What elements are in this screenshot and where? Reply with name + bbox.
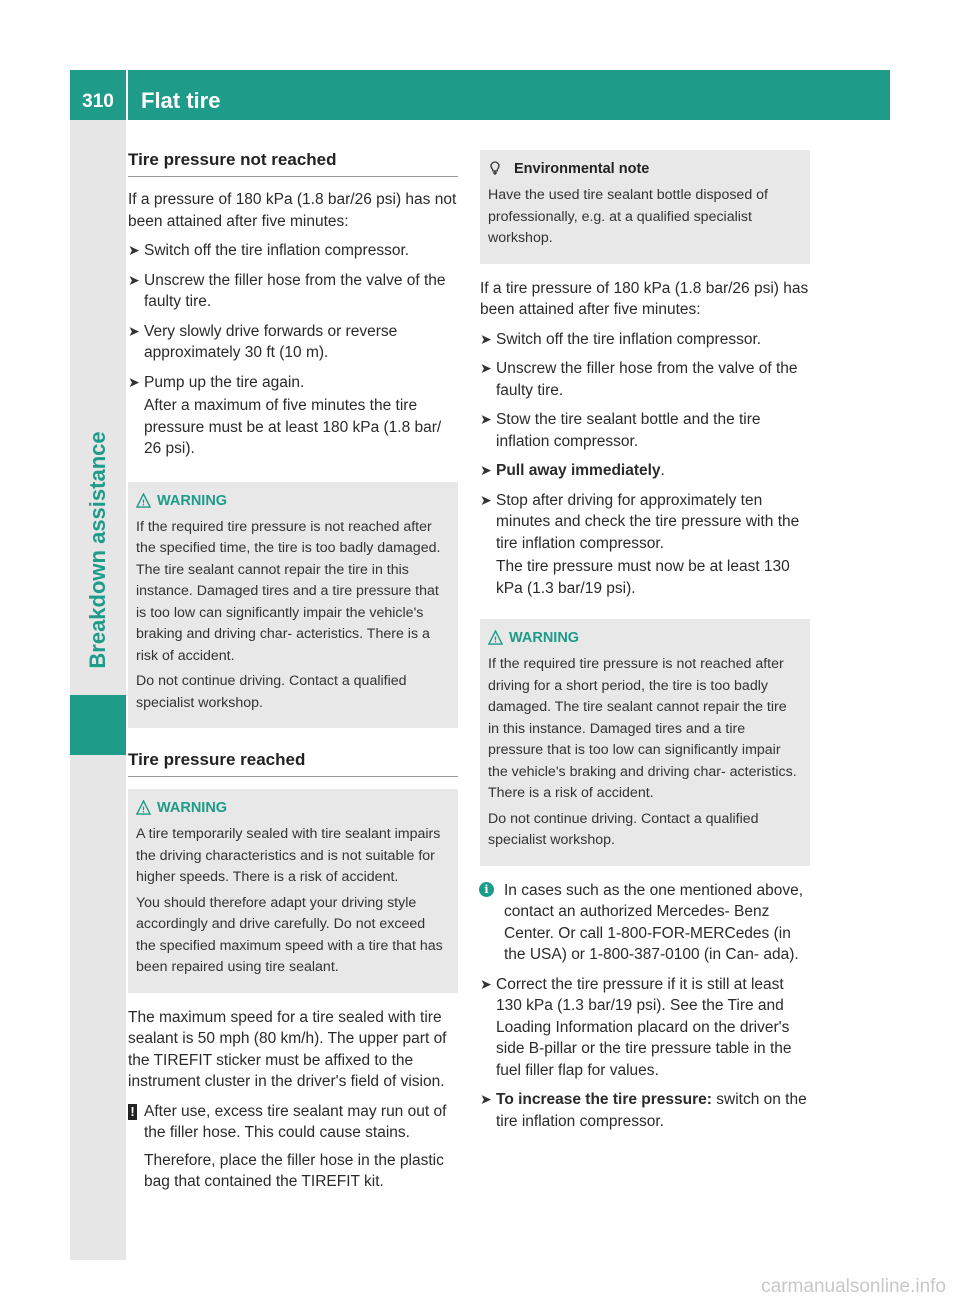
step-arrow-icon: ➤ xyxy=(480,462,492,478)
step-text: Correct the tire pressure if it is still at least 130 kPa (1.3 bar/19 psi). See the Tire and Loading Information placard on the driver's side B-pillar or the tire pressure table in the fuel filler flap for values. xyxy=(496,975,792,1079)
warning-icon xyxy=(136,800,151,815)
step-arrow-icon: ➤ xyxy=(480,411,492,427)
step-arrow-icon: ➤ xyxy=(128,271,140,288)
step-item xyxy=(128,321,458,364)
step-text-bold: Pull away immediately xyxy=(496,462,661,479)
step-item xyxy=(480,974,810,1082)
header-divider xyxy=(126,70,128,120)
step-item xyxy=(480,1089,810,1132)
side-tab-label: Breakdown assistance xyxy=(85,431,110,669)
section-heading-not-reached: Tire pressure not reached xyxy=(128,150,458,177)
warning-icon xyxy=(136,493,151,508)
caution-text: After use, excess tire sealant may run out of the filler hose. This could cause stains. xyxy=(144,1102,447,1141)
step-arrow-icon: ➤ xyxy=(128,322,140,339)
warning-text: Do not continue driving. Contact a qualified specialist workshop. xyxy=(136,673,407,711)
step-item xyxy=(480,490,810,600)
side-tab xyxy=(70,120,126,1260)
intro-paragraph: If a pressure of 180 kPa (1.8 bar/26 psi) has not been attained after five minutes: xyxy=(128,191,457,230)
environmental-note-title xyxy=(488,160,800,178)
warning-text: You should therefore adapt your driving style accordingly and drive carefully. Do not exceed the specified maximum speed with a tire that has been repaired using tire sealant. xyxy=(136,894,443,975)
exclamation-icon: ! xyxy=(128,1104,137,1120)
warning-title xyxy=(136,799,448,817)
environmental-note-text: Have the used tire sealant bottle disposed of professionally, e.g. at a qualified specialist workshop. xyxy=(488,187,768,246)
step-text: Switch off the tire inflation compressor. xyxy=(144,242,410,259)
step-text: switch on the tire inflation compressor. xyxy=(496,1091,807,1130)
environmental-note-title-text: Environmental note xyxy=(514,161,650,177)
step-item xyxy=(480,329,810,351)
warning-title-text: WARNING xyxy=(157,800,228,816)
step-arrow-icon: ➤ xyxy=(480,1091,492,1107)
warning-box xyxy=(480,619,810,866)
svg-text:!: ! xyxy=(493,635,498,645)
info-icon: i xyxy=(479,882,494,897)
info-text: In cases such as the one mentioned above, contact an authorized Mercedes- Benz Center. Or call 1-800-FOR-MERCedes (in the USA) or 1-800-387-0100 (in Can- ada). xyxy=(504,881,804,963)
intro-paragraph: If a tire pressure of 180 kPa (1.8 bar/26 psi) has been attained after five minutes: xyxy=(480,279,809,318)
step-arrow-icon: ➤ xyxy=(480,975,492,992)
step-result: The tire pressure must now be at least 130 kPa (1.3 bar/19 psi). xyxy=(496,558,790,597)
warning-box xyxy=(128,789,458,993)
warning-title-text: WARNING xyxy=(157,492,228,509)
watermark: carmanualsonline.info xyxy=(761,1276,946,1297)
speed-paragraph: The maximum speed for a tire sealed with tire sealant is 50 mph (80 km/h). The upper part of the TIREFIT sticker must be affixed to the instrument cluster in the driver's field of vision. xyxy=(128,1008,447,1090)
caution-text: Therefore, place the filler hose in the plastic bag that contained the TIREFIT kit. xyxy=(144,1151,444,1190)
warning-text: A tire temporarily sealed with tire sealant impairs the driving characteristics and is not suitable for higher speeds. There is a risk of accident. xyxy=(136,826,441,885)
step-arrow-icon: ➤ xyxy=(128,242,140,258)
svg-text:!: ! xyxy=(141,498,146,508)
warning-text: If the required tire pressure is not reached after driving for a short period, the tire is too badly damaged. The tire sealant cannot repair the tire in this instance. Damaged tires and a tire pressure that is too low can significantly impair the vehicle's braking and driving char- acteristics. There is a risk of accident. xyxy=(488,656,797,801)
section-heading-reached: Tire pressure reached xyxy=(128,750,458,777)
step-item xyxy=(480,358,810,401)
step-text: Unscrew the filler hose from the valve of the faulty tire. xyxy=(496,360,798,399)
warning-icon xyxy=(488,630,503,645)
step-text-bold: To increase the tire pressure: xyxy=(496,1091,712,1108)
caution-note xyxy=(128,1101,458,1193)
step-item xyxy=(128,270,458,313)
warning-box xyxy=(128,482,458,729)
step-item: ➤ Pull away immediately. xyxy=(480,460,810,482)
chapter-title: Flat tire xyxy=(141,88,221,113)
warning-title xyxy=(488,629,800,647)
step-arrow-icon: ➤ xyxy=(480,330,492,347)
step-text: Switch off the tire inflation compressor. xyxy=(496,330,762,348)
info-note xyxy=(480,880,810,966)
page-number: 310 xyxy=(82,91,114,112)
svg-text:!: ! xyxy=(141,805,146,815)
step-arrow-icon: ➤ xyxy=(128,373,140,390)
left-column xyxy=(128,150,458,1201)
step-item xyxy=(128,240,458,262)
lightbulb-icon xyxy=(488,160,502,176)
warning-title xyxy=(136,492,448,510)
step-item xyxy=(128,372,458,460)
side-tab-marker xyxy=(70,695,126,755)
step-item xyxy=(480,409,810,452)
step-text: Unscrew the filler hose from the valve of the faulty tire. xyxy=(144,271,446,310)
warning-text: If the required tire pressure is not reached after the specified time, the tire is too badly damaged. The tire sealant cannot repair the tire in this instance. Damaged tires and a tire pressure that is too low can significantly impair the vehicle's braking and driving char- acteristics. There is a risk of accident. xyxy=(136,518,441,664)
step-text: Stop after driving for approximately ten minutes and check the tire pressure with the tire inflation compressor. xyxy=(496,491,800,552)
step-text: Pump up the tire again. xyxy=(144,373,305,391)
step-text: Very slowly drive forwards or reverse approximately 30 ft (10 m). xyxy=(144,322,398,361)
step-text: Stow the tire sealant bottle and the tire inflation compressor. xyxy=(496,411,761,450)
step-result: After a maximum of five minutes the tire pressure must be at least 180 kPa (1.8 bar/ 26 psi). xyxy=(144,397,442,457)
right-column xyxy=(480,150,810,1140)
environmental-note-box xyxy=(480,150,810,264)
step-arrow-icon: ➤ xyxy=(480,360,492,376)
warning-text: Do not continue driving. Contact a qualified specialist workshop. xyxy=(488,810,759,848)
warning-title-text: WARNING xyxy=(509,630,580,646)
step-arrow-icon: ➤ xyxy=(480,491,492,508)
